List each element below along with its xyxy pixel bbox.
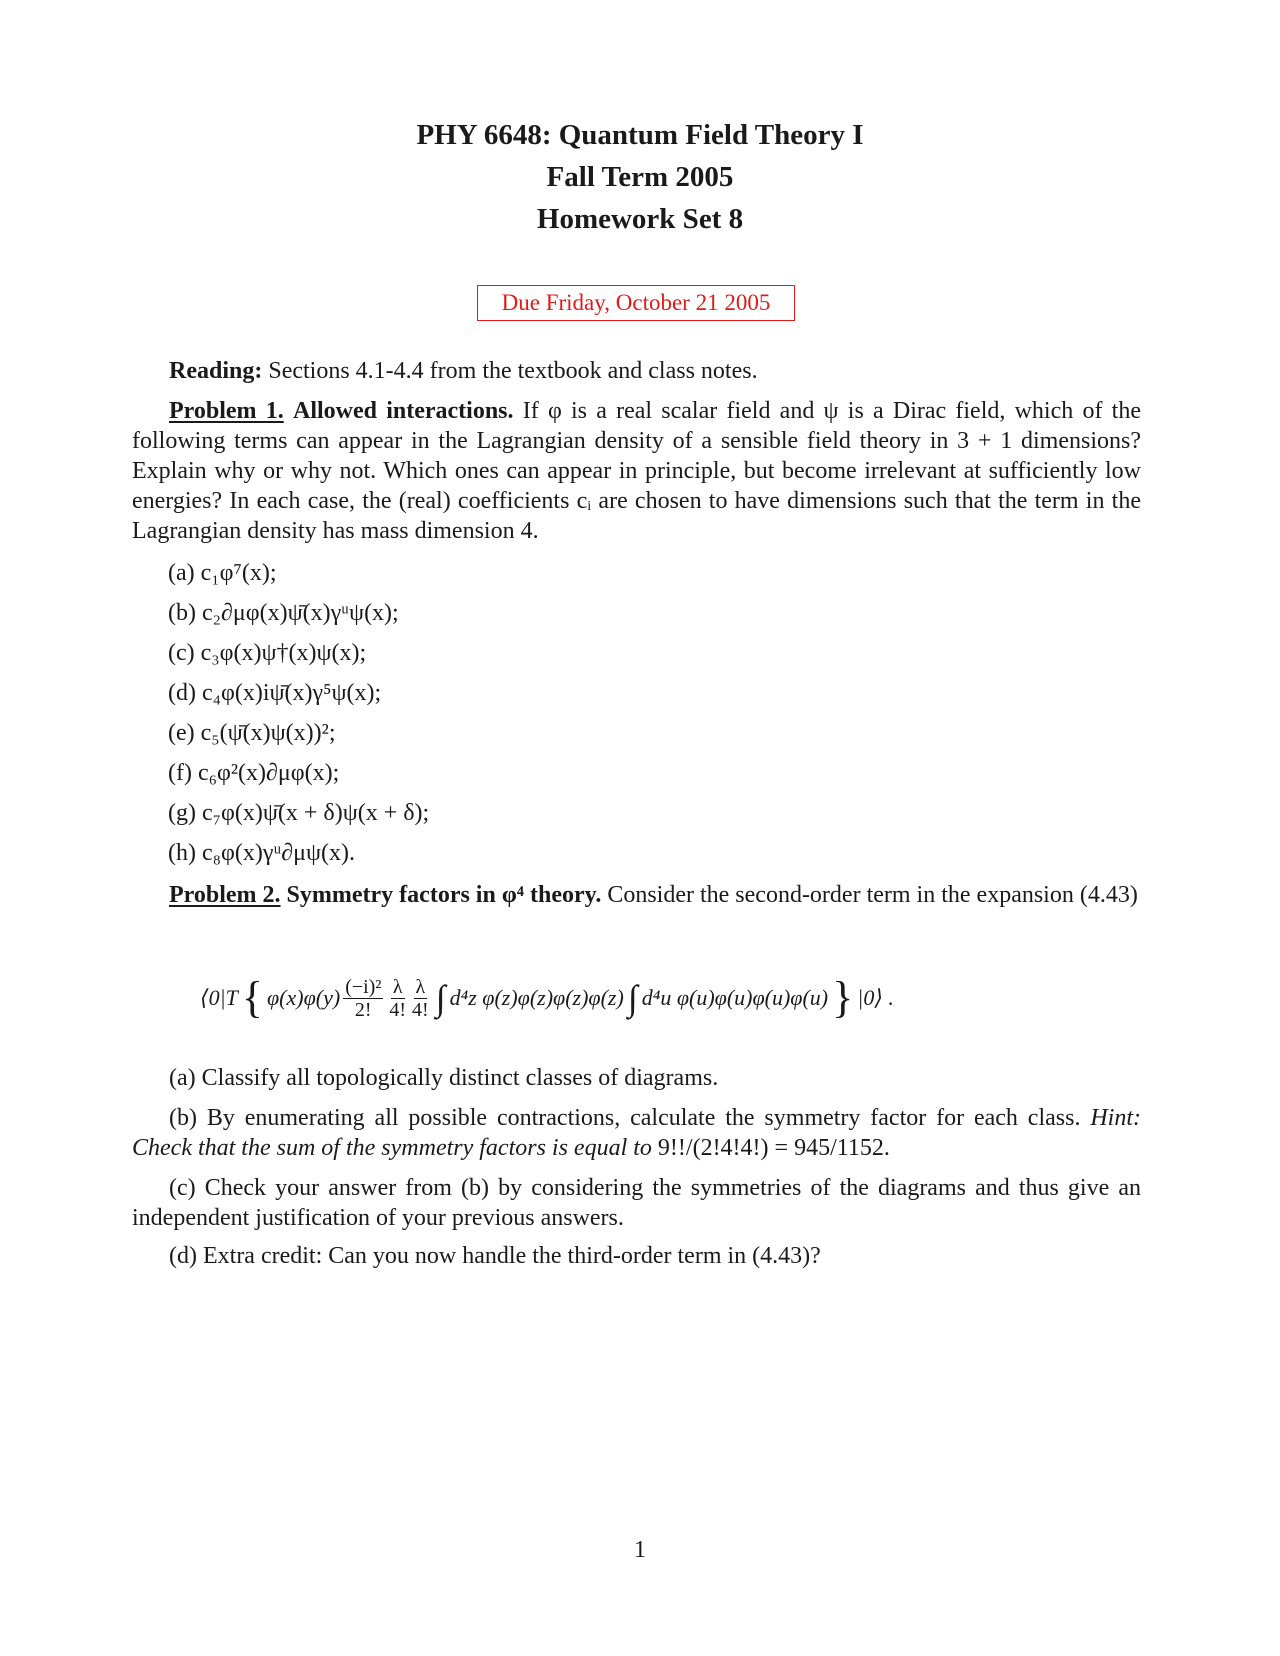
problem1-name: Problem 1. — [169, 398, 284, 424]
eq-frac-order — [343, 976, 383, 1021]
eq-brace-close: } — [832, 973, 854, 1022]
problem1-item-a: (a) c₁φ⁷(x); — [168, 560, 277, 586]
eq-frac-lambda2-den: 4! — [412, 998, 429, 1021]
problem2-part-b — [132, 1103, 1141, 1163]
reading-text: Sections 4.1-4.4 from the textbook and class notes. — [262, 358, 758, 384]
problem1-item-f: (f) c₆φ²(x)∂μφ(x); — [168, 760, 340, 786]
problem2-title: Symmetry factors in φ⁴ theory. — [286, 882, 602, 908]
eq-frac-lambda1-den: 4! — [389, 998, 407, 1021]
eq-frac-order-den: 2! — [354, 998, 372, 1021]
eq-frac-lambda2 — [412, 976, 429, 1021]
reading-label: Reading: — [169, 358, 263, 384]
eq-frac-order-num: (−i)² — [345, 975, 382, 998]
problem2-part-d: (d) Extra credit: Can you now handle the third-order term in (4.43)? — [169, 1243, 821, 1269]
eq-integral-u: ∫ — [627, 978, 638, 1018]
problem2-part-b-text: (b) By enumerating all possible contractions, calculate the symmetry factor for each class. — [169, 1105, 1081, 1131]
problem1-item-c: (c) c₃φ(x)ψ†(x)ψ(x); — [168, 640, 367, 666]
problem2-text: Consider the second-order term in the expansion (4.43) — [607, 882, 1138, 908]
problem1-item-h: (h) c₈φ(x)γᵘ∂μψ(x). — [168, 840, 356, 866]
problem1-item-d: (d) c₄φ(x)iψ̄(x)γ⁵ψ(x); — [168, 680, 382, 706]
problem1-paragraph — [132, 396, 1141, 546]
problem1-item-e: (e) c₅(ψ̄(x)ψ(x))²; — [168, 720, 336, 746]
problem2-part-b-hint: Hint: Check that the sum of the symmetry factors is equal to — [132, 1105, 1141, 1161]
due-date-box: Due Friday, October 21 2005 — [477, 285, 795, 321]
eq-fields: φ(x)φ(y) — [267, 985, 341, 1010]
problem1-item-b: (b) c₂∂μφ(x)ψ̄(x)γᵘψ(x); — [168, 600, 399, 626]
eq-frac-lambda1-num: λ — [392, 975, 403, 998]
term-title: Fall Term 2005 — [546, 161, 734, 193]
homework-title: Homework Set 8 — [536, 203, 744, 235]
problem2-name: Problem 2. — [169, 882, 281, 908]
problem2-part-a: (a) Classify all topologically distinct classes of diagrams. — [169, 1065, 719, 1091]
problem1-item-g: (g) c₇φ(x)ψ̄(x + δ)ψ(x + δ); — [168, 800, 430, 826]
reading-paragraph — [132, 356, 1141, 386]
eq-integral-z: ∫ — [435, 978, 446, 1018]
problem1-title: Allowed interactions. — [292, 398, 514, 424]
eq-frac-lambda2-num: λ — [415, 975, 426, 998]
eq-right: |0⟩ . — [857, 985, 894, 1010]
problem1-text: If φ is a real scalar field and ψ is a Dirac field, which of the following terms can appear in the Lagrangian density of a sensible field theory in 3 + 1 dimensions? Explain why or why not. Which ones can appear in principle, but become irrelevant at sufficiently low energies? In each case, the (real) coefficients cᵢ are chosen to have dimensions such that the term in the Lagrangian density has mass dimension 4. — [132, 398, 1141, 544]
course-title: PHY 6648: Quantum Field Theory I — [416, 119, 864, 151]
expansion-equation — [200, 968, 1100, 1028]
problem2-part-c: (c) Check your answer from (b) by considering the symmetries of the diagrams and thus give an independent justification of your previous answers. — [132, 1175, 1141, 1231]
eq-brace-open: { — [241, 973, 263, 1022]
page-number: 1 — [634, 1537, 646, 1563]
eq-term-u: d⁴u φ(u)φ(u)φ(u)φ(u) — [641, 985, 829, 1010]
problem2-paragraph — [132, 880, 1141, 910]
eq-frac-lambda1 — [389, 976, 406, 1021]
eq-left: ⟨0|T — [200, 985, 238, 1010]
problem2-part-b-hint-value: 9!!/(2!4!4!) = 945/1152. — [651, 1135, 890, 1161]
eq-term-z: d⁴z φ(z)φ(z)φ(z)φ(z) — [449, 985, 624, 1010]
